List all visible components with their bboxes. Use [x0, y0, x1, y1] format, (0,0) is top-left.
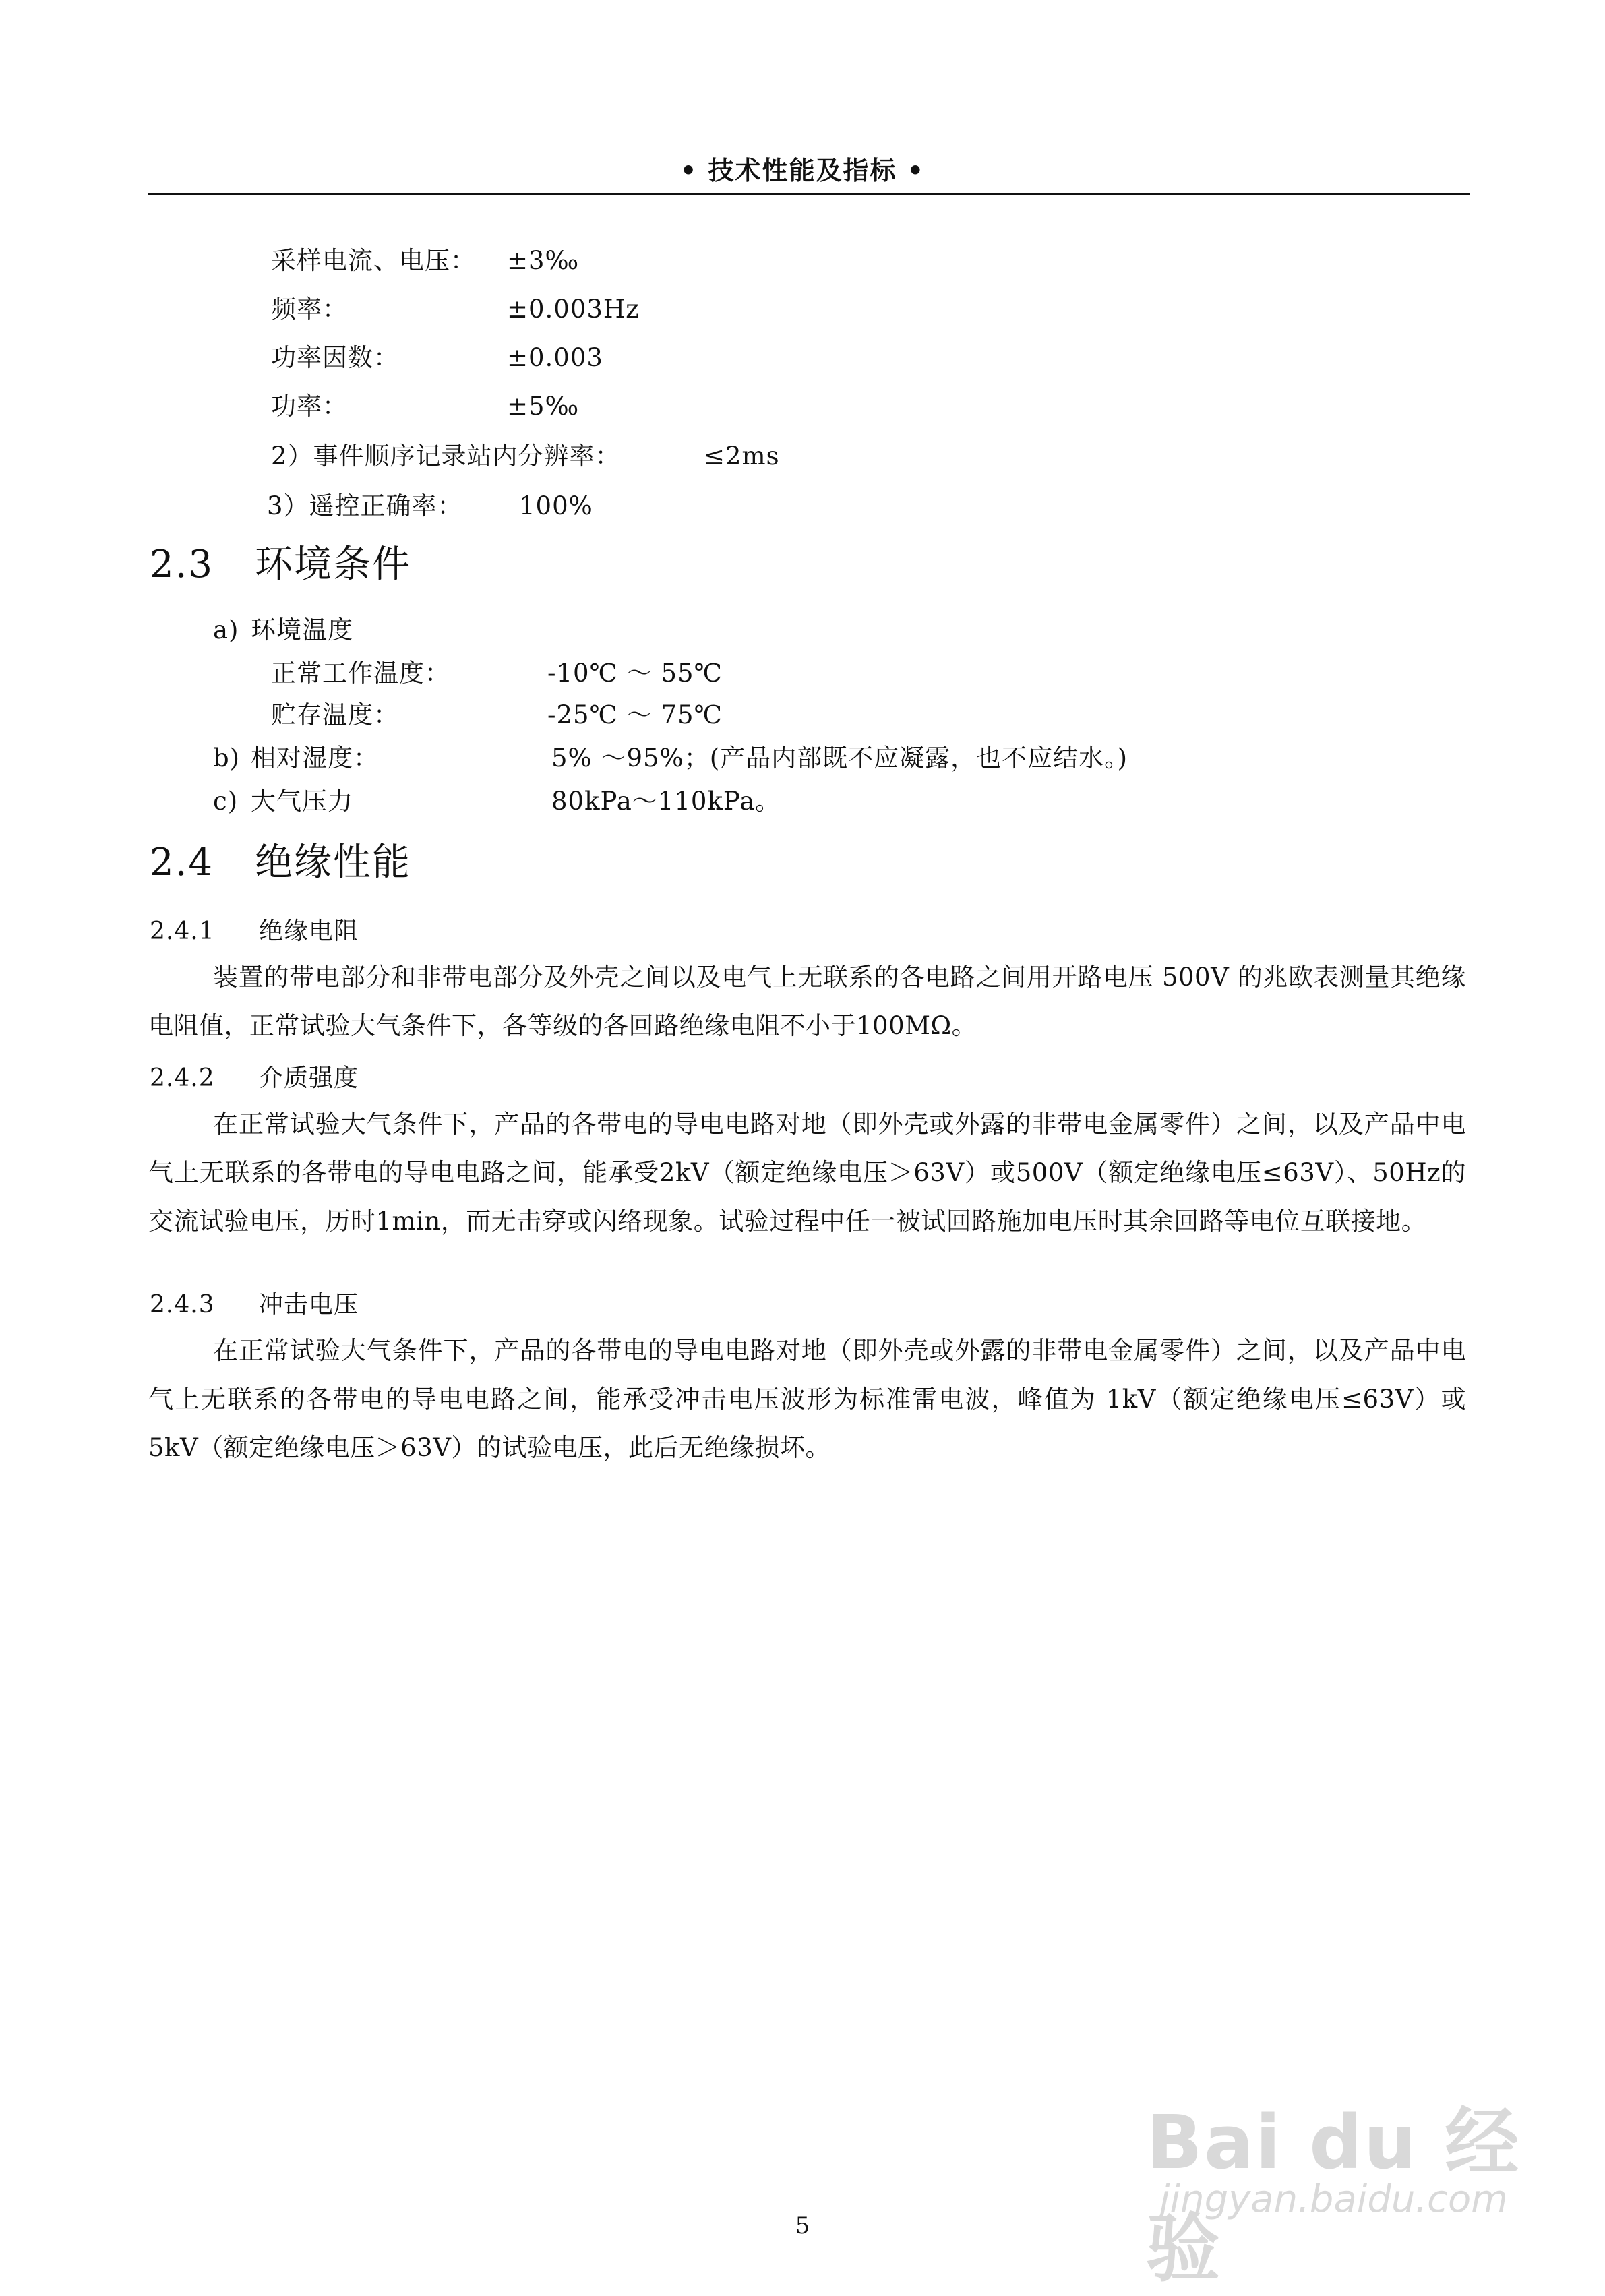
temp-storage-value: -25℃ ～ 75℃ [547, 700, 723, 729]
subsection-2-4-1-number: 2.4.1 [150, 917, 215, 945]
env-c-label: 大气压力 [251, 787, 353, 816]
soe-resolution-label: 2）事件顺序记录站内分辨率： [271, 442, 621, 471]
temp-normal-label: 正常工作温度： [271, 659, 450, 688]
accuracy-value-sampling: ±3‰ [507, 246, 580, 275]
env-a-label: 环境温度 [251, 615, 353, 644]
running-header: • 技术性能及指标 • [679, 156, 926, 185]
header-divider [148, 193, 1470, 195]
temp-normal-value: -10℃ ～ 55℃ [547, 659, 723, 688]
page-number: 5 [795, 2212, 810, 2239]
accuracy-value-power: ±5‰ [507, 392, 580, 421]
remote-control-value: 100% [519, 491, 593, 520]
impulse-voltage-paragraph: 在正常试验大气条件下，产品的各带电的导电电路对地（即外壳或外露的非带电金属零件）之间，以及产品中电气上无联系的各带电的导电电路之间，能承受冲击电压波形为标准雷电波，峰值为 1kV（额定绝缘电压≤63V）或 5kV（额定绝缘电压＞63V）的试验电压，此后无绝缘损坏。 [148, 1336, 1466, 1462]
section-2-4-title: 绝缘性能 [255, 841, 411, 884]
dielectric-strength-paragraph: 在正常试验大气条件下，产品的各带电的导电电路对地（即外壳或外露的非带电金属零件）之间，以及产品中电气上无联系的各带电的导电电路之间，能承受2kV（额定绝缘电压＞63V）或500V（额定绝缘电压≤63V）、50Hz的交流试验电压，历时1min，而无击穿或闪络现象。试验过程中任一被试回路施加电压时其余回路等电位互联接地。 [148, 1110, 1466, 1236]
watermark-logo: Bai du 经验 [1146, 2099, 1521, 2292]
subsection-2-4-2-number: 2.4.2 [150, 1064, 215, 1092]
remote-control-label: 3）遥控正确率： [267, 491, 463, 520]
env-a-marker: a) [213, 615, 239, 644]
subsection-2-4-2-title: 介质强度 [259, 1064, 359, 1092]
insulation-resistance-paragraph: 装置的带电部分和非带电部分及外壳之间以及电气上无联系的各电路之间用开路电压 500V 的兆欧表测量其绝缘电阻值，正常试验大气条件下，各等级的各回路绝缘电阻不小于100MΩ。 [148, 963, 1466, 1040]
baidu-jingyan-watermark [1146, 2083, 1523, 2292]
section-2-4-number: 2.4 [150, 841, 214, 884]
env-b-label: 相对湿度： [251, 744, 379, 773]
subsection-2-4-3-number: 2.4.3 [150, 1291, 215, 1319]
env-b-value: 5% ～95%；(产品内部既不应凝露，也不应结水。) [551, 744, 1128, 773]
subsection-2-4-1-title: 绝缘电阻 [259, 917, 359, 945]
section-2-3-number: 2.3 [150, 543, 214, 586]
env-c-marker: c) [213, 787, 239, 816]
soe-resolution-value: ≤2ms [704, 442, 780, 471]
temp-storage-label: 贮存温度： [271, 700, 399, 729]
accuracy-label-power: 功率： [271, 392, 348, 421]
accuracy-value-power-factor: ±0.003 [507, 343, 603, 372]
accuracy-label-frequency: 频率： [271, 295, 348, 324]
accuracy-value-frequency: ±0.003Hz [507, 295, 640, 324]
accuracy-label-power-factor: 功率因数： [271, 343, 399, 372]
env-c-value: 80kPa～110kPa。 [551, 787, 781, 816]
accuracy-label-sampling: 采样电流、电压： [271, 246, 476, 275]
section-2-3-title: 环境条件 [255, 543, 411, 586]
subsection-2-4-3-title: 冲击电压 [259, 1291, 359, 1319]
env-b-marker: b) [213, 744, 241, 773]
watermark-url: jingyan.baidu.com [1159, 2177, 1508, 2221]
